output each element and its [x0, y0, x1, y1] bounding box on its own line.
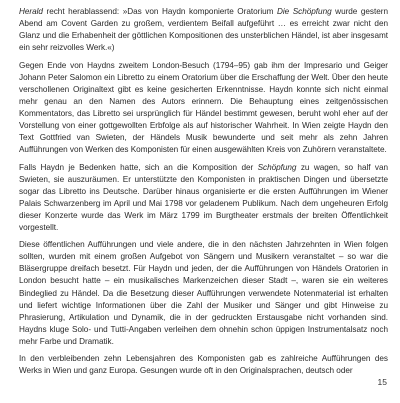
- italic-text: Die Schöpfung: [276, 7, 332, 16]
- body-text: [19, 6, 388, 377]
- page-number: 15: [377, 377, 387, 387]
- text-run: wurde gestern Abend am Covent Garden zu großem, verdientem Beifall aufgeführt … es erreicht zwar nicht den Glanz und die Erhabenheit der göttlichen Kompositionen des unsterblichen Händel, ist aber insgesamt ein sehr reizvolles Werk.«): [19, 7, 388, 53]
- paragraph: [19, 6, 388, 54]
- paragraph: [19, 353, 388, 377]
- paragraph: [19, 60, 388, 156]
- italic-text: Herald: [19, 7, 43, 16]
- text-run: zu wagen, so half van Swieten, sie auszuräumen. Er unterstützte den Komponisten in praktischen Dingen und übersetzte sogar das Libretto ins Deutsche. Darüber hinaus organisierte er die ersten Aufführungen im Wiener Palais Schwarzenberg im April und Mai 1798 vor geladenem Publikum. Nach dem ungeheuren Erfolg dieser Konzerte wurde das Werk im März 1799 im Burgtheater erstmals der breiten Öffentlichkeit vorgestellt.: [19, 162, 388, 232]
- text-run: Diese öffentlichen Aufführungen und viele andere, die in den nächsten Jahrzehnten in Wien folgen sollten, wurden mit einem großen Aufgebot von Sängern und Musikern veranstaltet – so war die Bläsergruppe dreifach besetzt. Für Haydn und jeden, der die Aufführungen von Händels Oratorien in London besucht hatte – ein musikalisches Markenzeichen dieser Stadt –, waren sie ein weiteres Bindeglied zu Händel. Da die Besetzung dieser Aufführungen verwendete Notenmaterial ist erhalten und liefert wichtige Informationen über die Zahl der Musiker und Sänger und gibt Hinweise zu Phrasierung, Artikulation und Dynamik, die in der gedruckten Erstausgabe nicht vorhanden sind. Haydns kluge Solo- und Tutti-Angaben verleihen dem ohnehin schon üppigen Instrumentalsatz noch mehr Farbe und Dramatik.: [19, 240, 388, 346]
- paragraph: [19, 162, 388, 234]
- text-run: Falls Haydn je Bedenken hatte, sich an die Komposition der: [19, 162, 258, 172]
- text-run: Gegen Ende von Haydns zweitem London-Besuch (1794–95) gab ihm der Impresario und Geiger Johann Peter Salomon ein Libretto zu einem Oratorium über die Erschaffung der Welt. Über den heute verschollenen Originaltext gibt es keine gesicherten Erkenntnisse. Haydn konnte sich nicht einmal mehr genau an den Namen des Autors erinnern. Die Behauptung eines zeitgenössischen Kommentators, das Libretto sei ursprünglich für Händel bestimmt gewesen, beruht wohl eher auf der Vorstellung von einer gottgewollten Erbfolge als auf historischer Wahrheit. In Wien zeigte Haydn den Text Gottfried van Swieten, der Händels Musik bewunderte und seit mehr als zehn Jahren Aufführungen von Werken des Komponisten für einen ausgewählten Kreis von Zuhörern veranstaltete.: [19, 60, 388, 155]
- text-run: recht herablassend: »Das von Haydn komponierte Oratorium: [42, 7, 277, 16]
- text-run: In den verbleibenden zehn Lebensjahren des Komponisten gab es zahlreiche Aufführungen des Werks in Wien und ganz Europa. Gesungen wurde oft in den Originalsprachen, deutsch oder: [19, 354, 388, 376]
- italic-text: Schöpfung: [257, 162, 297, 172]
- paragraph: [19, 239, 388, 347]
